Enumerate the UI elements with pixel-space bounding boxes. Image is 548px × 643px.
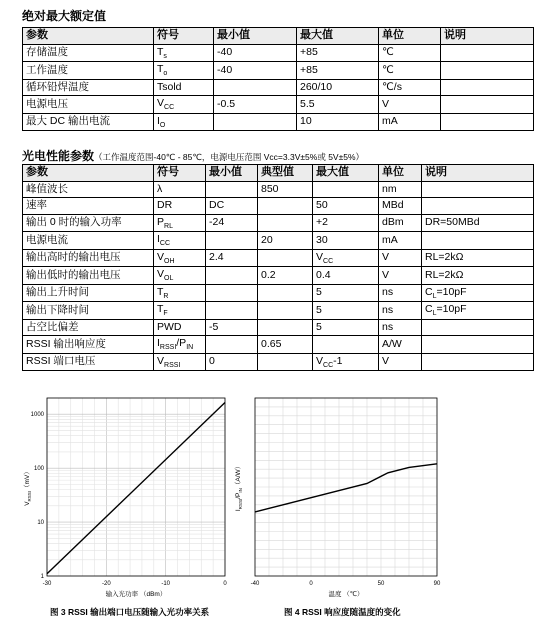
- max-cell: [313, 284, 379, 302]
- min-text: 0: [209, 355, 215, 367]
- x-tick-label: -40: [250, 581, 260, 587]
- unit-text: ℃: [382, 46, 394, 58]
- min-cell: [214, 44, 297, 62]
- y-label-unit: （A/W）: [235, 462, 242, 489]
- unit-cell: [379, 284, 422, 302]
- param-text: RSSI 输出响应度: [26, 337, 106, 350]
- typ-cell: [258, 181, 313, 198]
- table-row: [23, 302, 534, 320]
- x-tick-label: 0: [309, 581, 313, 587]
- max-text: 5: [316, 286, 322, 298]
- max-rest: -1: [333, 354, 343, 367]
- unit-text: nm: [382, 182, 397, 195]
- x-tick-label: 90: [433, 581, 441, 587]
- table-row: [23, 62, 534, 80]
- column-header: 符号: [154, 165, 206, 182]
- typ-cell: [258, 336, 313, 354]
- max-cell: [313, 319, 379, 336]
- fig4-caption: 图 4 RSSI 响应度随温度的变化: [284, 607, 401, 617]
- column-header: 最大值: [313, 165, 379, 182]
- y-label-subscript: RSSI: [238, 498, 243, 510]
- note-cell: [441, 96, 534, 114]
- min-text: DC: [209, 199, 225, 211]
- symbol-text: V: [157, 97, 165, 109]
- unit-text: V: [382, 268, 390, 281]
- note-cell: [422, 302, 534, 320]
- max-cell: [313, 336, 379, 354]
- optical-condition: （工作温度范围-40℃ - 85℃，电源电压范围 Vcc=3.3V±5%或 5V±5%）: [94, 152, 365, 162]
- abs-max-title: 绝对最大额定值: [22, 9, 107, 23]
- y-label-symbol: I: [235, 509, 242, 512]
- symbol-subscript: RSSI: [159, 344, 177, 351]
- param-cell: [23, 79, 154, 96]
- plot-frame: [47, 398, 225, 576]
- param-cell: [23, 232, 154, 250]
- symbol-subscript: s: [163, 52, 167, 60]
- note-cell: [422, 198, 534, 215]
- table-row: [23, 96, 534, 114]
- max-cell: [297, 44, 379, 62]
- min-text: -40: [217, 46, 233, 58]
- max-text: V: [316, 250, 324, 263]
- unit-text: mA: [382, 233, 398, 246]
- max-text: +85: [300, 63, 318, 76]
- param-cell: [23, 353, 154, 371]
- param-text: 循环铅焊温度: [26, 80, 89, 93]
- param-text: 输出 0 时的输入功率: [26, 216, 122, 228]
- symbol-text: V: [157, 250, 165, 263]
- symbol-cell: [154, 249, 206, 267]
- symbol-cell: [154, 113, 214, 131]
- min-cell: [206, 214, 258, 232]
- abs-max-table: [22, 27, 534, 131]
- symbol-cell: [154, 232, 206, 250]
- typ-text: 0.65: [261, 337, 282, 350]
- unit-cell: [379, 44, 441, 62]
- max-cell: [297, 96, 379, 114]
- min-cell: [214, 79, 297, 96]
- symbol-subscript: CC: [159, 240, 171, 247]
- unit-cell: [379, 79, 441, 96]
- symbol-cell: [154, 96, 214, 114]
- max-cell: [297, 113, 379, 131]
- param-cell: [23, 267, 154, 285]
- symbol-subscript: o: [163, 70, 168, 77]
- typ-cell: [258, 214, 313, 232]
- column-header: 典型值: [258, 165, 313, 182]
- note-cell: [422, 232, 534, 250]
- typ-text: 850: [261, 182, 279, 195]
- min-text: -40: [217, 63, 233, 76]
- column-header: 单位: [379, 165, 422, 182]
- param-cell: [23, 319, 154, 336]
- max-text: 30: [316, 233, 328, 246]
- y-tick-label: 10: [37, 520, 44, 527]
- symbol-text: T: [157, 285, 164, 298]
- symbol-cell: [154, 302, 206, 320]
- max-cell: [313, 198, 379, 215]
- symbol-cell: [154, 353, 206, 371]
- note-text: C: [425, 285, 433, 298]
- note-cell: [422, 284, 534, 302]
- param-text: 占空比偏差: [26, 320, 79, 333]
- max-text: V: [316, 354, 324, 367]
- symbol-text: T: [157, 45, 164, 58]
- note-cell: [441, 62, 534, 80]
- unit-cell: [379, 62, 441, 80]
- column-header: 参数: [23, 165, 154, 182]
- typ-cell: [258, 353, 313, 371]
- min-text: 2.4: [209, 251, 224, 263]
- symbol-subscript: OH: [164, 257, 175, 265]
- table-row: [23, 198, 534, 215]
- table-row: [23, 113, 534, 131]
- unit-cell: [379, 353, 422, 371]
- param-cell: [23, 96, 154, 114]
- y-label-unit: （mV）: [24, 468, 31, 491]
- max-cell: [297, 79, 379, 96]
- symbol-subscript: OL: [164, 275, 174, 282]
- optical-table: [22, 164, 534, 371]
- unit-text: V: [382, 97, 390, 110]
- param-cell: [23, 284, 154, 302]
- min-cell: [206, 267, 258, 285]
- x-tick-label: -30: [42, 581, 52, 587]
- table-row: [23, 249, 534, 267]
- min-cell: [206, 319, 258, 336]
- min-cell: [214, 113, 297, 131]
- table-row: [23, 336, 534, 354]
- rssi-responsivity-chart: [232, 392, 447, 600]
- x-tick-label: 50: [377, 581, 385, 587]
- max-cell: [313, 267, 379, 285]
- symbol-cell: [154, 79, 214, 96]
- unit-text: ℃: [382, 63, 394, 76]
- symbol-text: T: [157, 303, 164, 315]
- table-row: [23, 181, 534, 198]
- typ-text: 0.2: [261, 268, 276, 281]
- min-cell: [214, 62, 297, 80]
- min-cell: [206, 249, 258, 267]
- symbol-cell: [154, 198, 206, 215]
- min-cell: [206, 284, 258, 302]
- symbol-cell: [154, 319, 206, 336]
- param-text: 电源电流: [26, 233, 68, 246]
- max-cell: [313, 214, 379, 232]
- param-cell: [23, 113, 154, 131]
- symbol-cell: [154, 44, 214, 62]
- y-label-subscript: IN: [238, 488, 243, 493]
- typ-cell: [258, 249, 313, 267]
- symbol-divider: /P: [176, 337, 187, 349]
- x-axis-label: 输入光功率 （dBm）: [105, 591, 167, 598]
- unit-text: mA: [382, 115, 398, 127]
- typ-cell: [258, 267, 313, 285]
- param-text: 输出下降时间: [26, 303, 89, 316]
- max-cell: [313, 181, 379, 198]
- column-header: 最小值: [214, 28, 297, 45]
- optical-title-text: 光电性能参数: [22, 149, 95, 163]
- param-text: 速率: [26, 199, 47, 211]
- note-cell: [441, 44, 534, 62]
- y-label-symbol: V: [24, 501, 31, 506]
- max-subscript: CC: [323, 361, 334, 369]
- param-text: 工作温度: [26, 63, 68, 76]
- x-tick-label: -20: [101, 581, 111, 587]
- table-row: [23, 353, 534, 371]
- min-cell: [214, 96, 297, 114]
- param-text: 电源电压: [26, 97, 68, 110]
- x-axis-label: 温度 （℃）: [328, 591, 364, 598]
- symbol-cell: [154, 336, 206, 354]
- typ-cell: [258, 319, 313, 336]
- table-row: [23, 319, 534, 336]
- unit-text: A/W: [382, 337, 402, 350]
- note-cell: [441, 113, 534, 131]
- param-text: RSSI 端口电压: [26, 355, 96, 367]
- max-cell: [297, 62, 379, 80]
- param-cell: [23, 62, 154, 80]
- column-header: 单位: [379, 28, 441, 45]
- y-tick-label: 1: [40, 574, 44, 580]
- series-line: [47, 403, 225, 574]
- unit-cell: [379, 214, 422, 232]
- column-header: 说明: [422, 165, 534, 182]
- max-text: 5: [316, 320, 322, 333]
- symbol-subscript: R: [163, 292, 169, 300]
- min-cell: [206, 198, 258, 215]
- typ-cell: [258, 232, 313, 250]
- note-subscript: L: [432, 310, 437, 317]
- max-text: 50: [316, 199, 328, 211]
- param-text: 输出低时的输出电压: [26, 268, 121, 281]
- table-row: [23, 284, 534, 302]
- param-text: 存储温度: [26, 46, 68, 58]
- symbol-subscript: IN: [186, 344, 194, 351]
- unit-cell: [379, 267, 422, 285]
- note-cell: [422, 353, 534, 371]
- optical-title: [22, 147, 364, 164]
- symbol-text: I: [157, 114, 160, 127]
- unit-text: MBd: [382, 199, 404, 211]
- table-row: [23, 232, 534, 250]
- min-cell: [206, 181, 258, 198]
- min-cell: [206, 336, 258, 354]
- max-subscript: CC: [323, 257, 334, 265]
- symbol-cell: [154, 62, 214, 80]
- symbol-text: I: [157, 337, 160, 349]
- param-text: 输出高时的输出电压: [26, 251, 121, 263]
- column-header: 参数: [23, 28, 154, 45]
- param-cell: [23, 336, 154, 354]
- column-header: 符号: [154, 28, 214, 45]
- fig3-caption: 图 3 RSSI 输出端口电压随输入光功率关系: [50, 607, 210, 617]
- note-text: DR=50MBd: [425, 216, 480, 228]
- symbol-text: I: [157, 233, 160, 245]
- y-axis-label: [234, 463, 243, 511]
- unit-cell: [379, 336, 422, 354]
- symbol-subscript: F: [163, 310, 168, 317]
- symbol-text: V: [157, 354, 165, 367]
- symbol-text: Tsold: [157, 80, 182, 93]
- unit-cell: [379, 181, 422, 198]
- unit-cell: [379, 113, 441, 131]
- symbol-cell: [154, 181, 206, 198]
- unit-cell: [379, 249, 422, 267]
- symbol-cell: [154, 284, 206, 302]
- y-label-subscript: RSSI: [27, 490, 32, 502]
- symbol-text: PWD: [157, 320, 182, 333]
- param-cell: [23, 249, 154, 267]
- note-text: RL=2kΩ: [425, 268, 464, 281]
- typ-cell: [258, 302, 313, 320]
- symbol-text: λ: [157, 182, 163, 195]
- column-header: 最大值: [297, 28, 379, 45]
- unit-text: V: [382, 251, 390, 263]
- symbol-text: DR: [157, 199, 173, 211]
- typ-text: 20: [261, 233, 273, 246]
- symbol-cell: [154, 267, 206, 285]
- table-row: [23, 267, 534, 285]
- symbol-subscript: RL: [164, 222, 173, 230]
- min-text: -0.5: [217, 97, 236, 110]
- max-text: 5.5: [300, 97, 315, 110]
- note-rest: =10pF: [436, 303, 467, 315]
- param-cell: [23, 302, 154, 320]
- typ-cell: [258, 284, 313, 302]
- typ-cell: [258, 198, 313, 215]
- param-cell: [23, 214, 154, 232]
- table-row: [23, 44, 534, 62]
- note-cell: [422, 267, 534, 285]
- note-cell: [422, 249, 534, 267]
- symbol-cell: [154, 214, 206, 232]
- param-cell: [23, 181, 154, 198]
- unit-cell: [379, 319, 422, 336]
- unit-cell: [379, 302, 422, 320]
- y-tick-label: 100: [33, 466, 44, 473]
- param-text: 最大 DC 输出电流: [26, 115, 110, 127]
- unit-text: V: [382, 355, 390, 367]
- min-text: -5: [209, 320, 219, 333]
- x-tick-label: -10: [161, 581, 171, 587]
- note-cell: [422, 181, 534, 198]
- min-cell: [206, 232, 258, 250]
- unit-text: ℃/s: [382, 80, 402, 93]
- min-cell: [206, 353, 258, 371]
- note-subscript: L: [432, 292, 437, 300]
- unit-cell: [379, 232, 422, 250]
- symbol-text: V: [157, 268, 165, 280]
- max-text: 10: [300, 115, 312, 127]
- param-cell: [23, 44, 154, 62]
- symbol-text: T: [157, 63, 164, 75]
- unit-cell: [379, 198, 422, 215]
- rssi-voltage-chart: [18, 392, 233, 600]
- y-axis-label: [23, 468, 32, 506]
- param-cell: [23, 198, 154, 215]
- table-row: [23, 214, 534, 232]
- table-header-row: [23, 165, 534, 182]
- table-row: [23, 79, 534, 96]
- max-text: 260/10: [300, 80, 333, 93]
- y-label-divider: /P: [235, 492, 242, 499]
- column-header: 说明: [441, 28, 534, 45]
- max-text: 5: [316, 303, 322, 316]
- max-text: 0.4: [316, 268, 331, 281]
- note-cell: [422, 214, 534, 232]
- param-text: 峰值波长: [26, 182, 68, 195]
- note-cell: [422, 336, 534, 354]
- symbol-subscript: O: [159, 121, 166, 129]
- max-cell: [313, 249, 379, 267]
- max-cell: [313, 353, 379, 371]
- note-cell: [422, 319, 534, 336]
- symbol-subscript: RSSI: [164, 361, 181, 369]
- note-text: RL=2kΩ: [425, 251, 464, 263]
- x-tick-label: 0: [223, 581, 227, 587]
- symbol-subscript: CC: [164, 104, 175, 111]
- unit-cell: [379, 96, 441, 114]
- param-text: 输出上升时间: [26, 286, 89, 298]
- max-cell: [313, 302, 379, 320]
- unit-text: dBm: [382, 216, 404, 228]
- column-header: 最小值: [206, 165, 258, 182]
- unit-text: ns: [382, 320, 394, 333]
- max-cell: [313, 232, 379, 250]
- max-text: +85: [300, 46, 318, 58]
- max-text: +2: [316, 216, 328, 228]
- y-tick-label: 1000: [30, 412, 44, 419]
- unit-text: ns: [382, 303, 394, 316]
- table-header-row: [23, 28, 534, 45]
- note-cell: [441, 79, 534, 96]
- min-cell: [206, 302, 258, 320]
- note-rest: =10pF: [436, 285, 467, 298]
- unit-text: ns: [382, 286, 394, 298]
- note-text: C: [425, 303, 433, 315]
- symbol-text: P: [157, 215, 165, 228]
- min-text: -24: [209, 216, 225, 228]
